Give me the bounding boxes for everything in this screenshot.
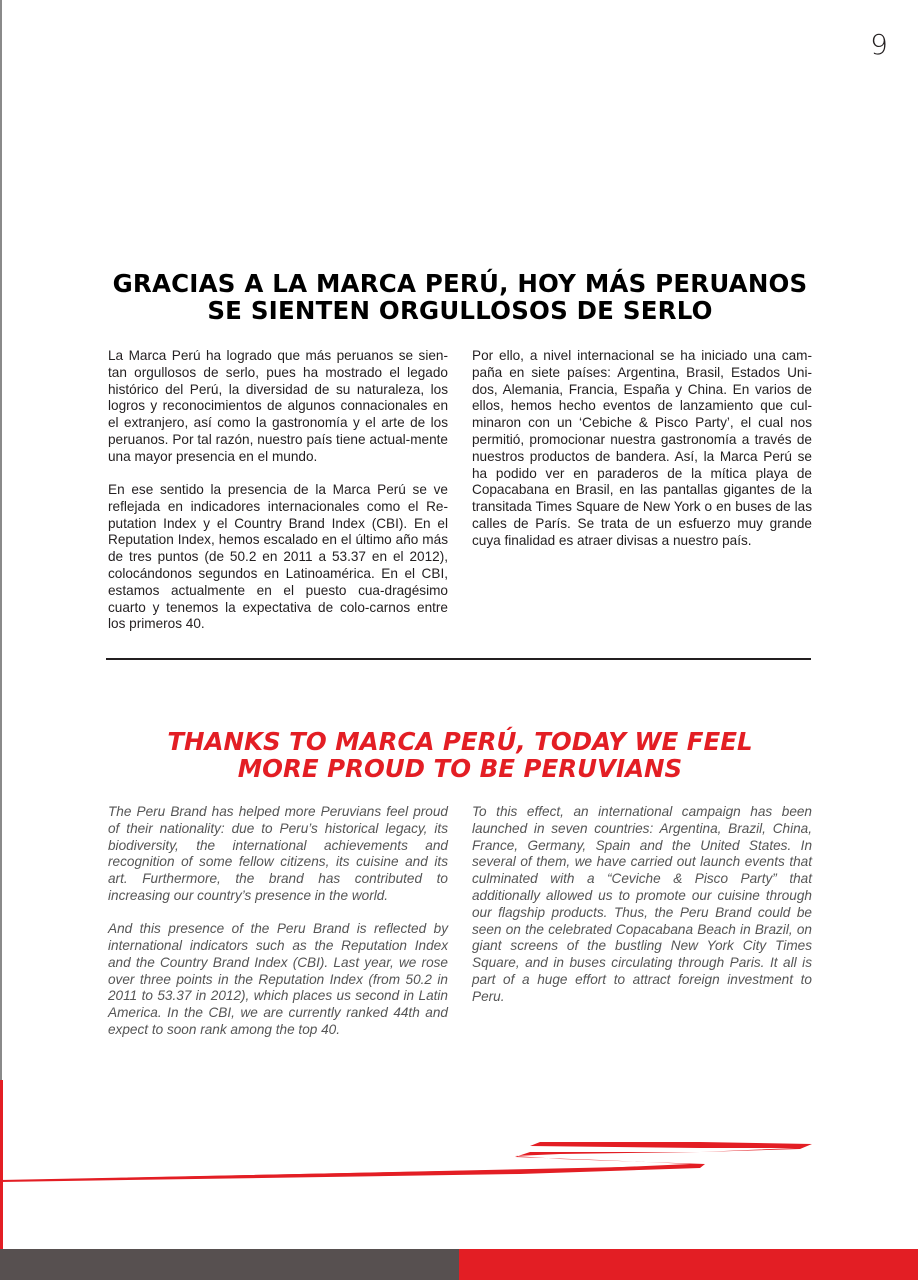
english-title-line2: MORE PROUD TO BE PERUVIANS [237,754,683,783]
english-column-left [108,804,448,1055]
english-paragraph-3: To this effect, an international campaign has been launched in seven countries: Argentina, Brazil, China, France, Germany, Spain and the United States. In several of them, we have carried out launch events that culminated with a “Ceviche & Pisco Party” that additionally allowed us to promote our cuisine through our flagship products. Thus, the Peru Brand could be seen on the celebrated Copacabana Beach in Brazil, on giant screens of the bustling New York City Times Square, and in buses circulating through Paris. It all is part of a huge effort to attract foreign investment to Peru. [472,804,812,1004]
spanish-column-left [108,348,448,650]
spanish-column-right [472,348,812,650]
spanish-paragraph-2: En ese sentido la presencia de la Marca Perú se ve reflejada en indicadores internacionales como el Re-putation Index y el Country Brand Index (CBI). En el Reputation Index, hemos escalado en el último año más de tres puntos (de 50.2 en 2011 a 53.37 en el 2012), colocándonos segundos en Latinoamérica. En el CBI, estamos actualmente en el puesto cua-dragésimo cuarto y tenemos la expectativa de colo-carnos entre los primeros 40. [108,482,448,632]
english-columns [108,804,812,1055]
section-divider [106,658,811,660]
english-paragraph-2: And this presence of the Peru Brand is reflected by international indicators such as the Reputation Index and the Country Brand Index (CBI). Last year, we rose over three points in the Reputation Index (from 50.2 in 2011 to 53.37 in 2012), which places us second in Latin America. In the CBI, we are currently ranked 44th and expect to soon rank among the top 40. [108,921,448,1038]
english-title-line1: THANKS TO MARCA PERÚ, TODAY WE FEEL [167,727,753,756]
spanish-paragraph-1: La Marca Perú ha logrado que más peruanos se sien-tan orgullosos de serlo, pues ha mostrado el legado histórico del Perú, la diversidad de su naturaleza, los logros y reconocimientos de algunos connacionales en el extranjero, así como la gastronomía y el arte de los peruanos. Por tal razón, nuestro país tiene actual-mente una mayor presencia en el mundo. [108,348,448,464]
spanish-title-line2: SE SIENTEN ORGULLOSOS DE SERLO [207,296,713,325]
english-section [108,728,812,1055]
spanish-paragraph-3: Por ello, a nivel internacional se ha iniciado una cam-paña en siete países: Argentina, Brasil, Estados Uni-dos, Alemania, Francia, España y China. En varios de ellos, hemos hecho eventos de lanzamiento que cul-minaron con un ‘Cebiche & Pisco Party’, el cual nos permitió, promocionar nuestra gastronomía a través de nuestros productos de bandera. Así, la Marca Perú se ha podido ver en paraderos de la mítica playa de Copacabana en Brasil, en las pantallas gigantes de la transitada Times Square de New York o en buses de las calles de París. Se trata de un esfuerzo muy grande cuya finalidad es atraer divisas a nuestro país. [472,348,812,548]
spanish-title [108,270,812,324]
spanish-section [108,270,812,650]
english-paragraph-1: The Peru Brand has helped more Peruvians feel proud of their nationality: due to Peru’s historical legacy, its biodiversity, the international achievements and recognition of some fellow citizens, its cuisine and its art. Furthermore, the brand has contributed to increasing our country’s presence in the world. [108,804,448,903]
footer-bar-red [459,1249,918,1280]
english-title [108,728,812,782]
footer-bar-grey [0,1249,459,1280]
page-number: 9 [870,28,888,61]
spanish-title-line1: GRACIAS A LA MARCA PERÚ, HOY MÁS PERUANOS [112,269,808,298]
red-brush-stroke-decoration [0,1130,918,1190]
english-column-right [472,804,812,1055]
spanish-columns [108,348,812,650]
left-page-edge [0,0,2,1250]
